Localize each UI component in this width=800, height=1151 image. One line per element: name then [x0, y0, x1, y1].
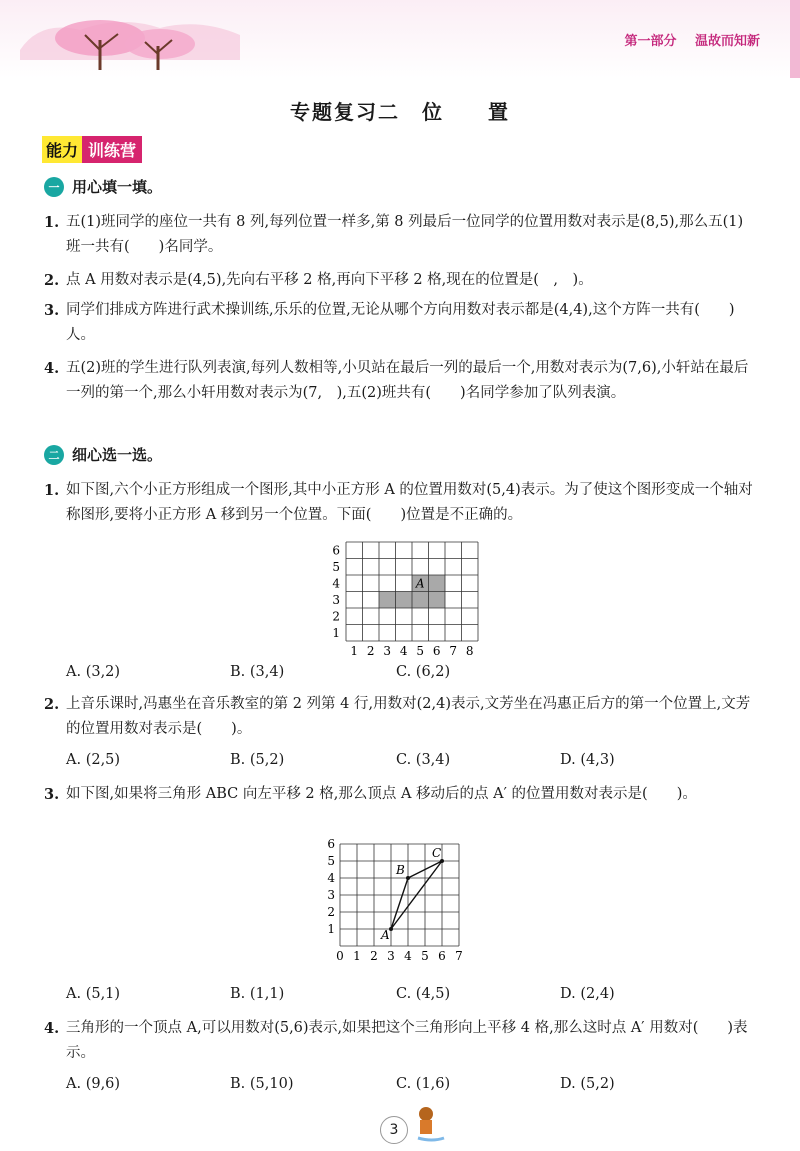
x-tick-label: 7 — [449, 644, 458, 658]
option-b: B. (5,10) — [230, 1076, 294, 1092]
y-tick-label: 5 — [327, 854, 335, 868]
shaded-cell — [396, 592, 413, 609]
choice-question-1 — [44, 478, 754, 528]
x-tick-label: 6 — [438, 949, 446, 963]
vertex-b — [406, 876, 410, 880]
question-text: 如下图,如果将三角形 ABC 向左平移 2 格,那么顶点 A 移动后的点 A′ 的位置用数对表示是( )。 — [66, 786, 697, 802]
option-a: A. (3,2) — [66, 664, 121, 680]
y-tick-label: 1 — [332, 625, 340, 640]
question-number: 2. — [44, 696, 60, 713]
x-tick-label: 2 — [366, 644, 375, 658]
header-part: 第一部分 — [624, 34, 677, 49]
option-b: B. (1,1) — [230, 986, 285, 1002]
question-number: 4. — [44, 1020, 60, 1037]
option-b: B. (5,2) — [230, 752, 285, 768]
mascot-icon — [408, 1104, 448, 1144]
x-tick-label: 1 — [350, 644, 359, 658]
option-c: C. (6,2) — [396, 664, 451, 680]
x-tick-label: 4 — [399, 644, 408, 658]
question-text: 同学们排成方阵进行武术操训练,乐乐的位置,无论从哪个方向用数对表示都是(4,4),这个方阵一共有( )人。 — [66, 302, 735, 343]
x-tick-label: 7 — [455, 949, 463, 963]
vertex-label-b: B — [396, 863, 405, 877]
question-text: 五(1)班同学的座位一共有 8 列,每列位置一样多,第 8 列最后一位同学的位置用数对表示是(8,5),那么五(1)班一共有( )名同学。 — [66, 214, 744, 255]
x-tick-label: 3 — [383, 644, 392, 658]
option-a: A. (9,6) — [66, 1076, 121, 1092]
question-number: 2. — [44, 272, 60, 289]
section-fill — [44, 176, 162, 197]
grid-figure-1 — [326, 534, 496, 664]
x-tick-label: 8 — [465, 644, 474, 658]
header-subtitle: 温故而知新 — [694, 34, 760, 49]
shaded-cell — [412, 592, 429, 609]
question-number: 3. — [44, 302, 60, 319]
option-d: D. (2,4) — [560, 986, 615, 1002]
running-header — [610, 30, 760, 49]
section-label: 用心填一填。 — [72, 178, 163, 196]
x-tick-label: 5 — [421, 949, 429, 963]
option-d: D. (4,3) — [560, 752, 615, 768]
option-c: C. (1,6) — [396, 1076, 451, 1092]
shaded-cell — [379, 592, 396, 609]
fill-question-3 — [44, 298, 754, 348]
y-tick-label: 2 — [327, 905, 335, 919]
x-tick-label: 3 — [387, 949, 395, 963]
option-a: A. (2,5) — [66, 752, 121, 768]
choice-question-2 — [44, 692, 754, 742]
shaded-cell — [429, 592, 446, 609]
question-text: 三角形的一个顶点 A,可以用数对(5,6)表示,如果把这个三角形向上平移 4 格,那么这时点 A′ 用数对( )表示。 — [66, 1020, 748, 1061]
y-tick-label: 6 — [327, 837, 335, 851]
x-tick-label: 6 — [432, 644, 441, 658]
question-number: 1. — [44, 482, 60, 499]
section-choice — [44, 444, 162, 465]
y-tick-label: 6 — [332, 543, 340, 558]
tree-illustration — [0, 0, 300, 78]
y-tick-label: 5 — [332, 559, 340, 574]
x-tick-label: 0 — [336, 949, 344, 963]
y-tick-label: 1 — [327, 922, 335, 936]
vertex-label-a: A — [381, 928, 390, 942]
y-tick-label: 3 — [332, 592, 340, 607]
section-badge — [42, 136, 142, 163]
section-number-icon: 二 — [44, 445, 64, 465]
page-number: 3 — [380, 1116, 408, 1144]
fill-question-2 — [44, 268, 754, 293]
fill-question-4 — [44, 356, 754, 406]
section-label: 细心选一选。 — [72, 446, 163, 464]
option-d: D. (5,2) — [560, 1076, 615, 1092]
question-number: 4. — [44, 360, 60, 377]
y-tick-label: 4 — [327, 871, 335, 885]
question-number: 1. — [44, 214, 60, 231]
grid-figure-2 — [322, 836, 492, 976]
question-number: 3. — [44, 786, 60, 803]
question-text: 上音乐课时,冯惠坐在音乐教室的第 2 列第 4 行,用数对(2,4)表示,文芳坐在冯惠正后方的第一个位置上,文芳的位置用数对表示是( )。 — [66, 696, 751, 737]
question-text: 五(2)班的学生进行队列表演,每列人数相等,小贝站在最后一列的最后一个,用数对表示为(7,6),小轩站在最后一列的第一个,那么小轩用数对表示为(7, ),五(2)班共有( )名同学参加了队列表演。 — [66, 360, 749, 401]
shaded-cell — [429, 575, 446, 592]
y-tick-label: 4 — [332, 576, 340, 591]
badge-right: 训练营 — [82, 136, 142, 163]
option-c: C. (3,4) — [396, 752, 451, 768]
x-tick-label: 5 — [416, 644, 425, 658]
x-tick-label: 2 — [370, 949, 378, 963]
choice-question-3 — [44, 782, 754, 807]
choice-question-4 — [44, 1016, 754, 1066]
page-title: 专题复习二 位 置 — [290, 100, 510, 124]
badge-left: 能力 — [42, 136, 82, 163]
edge-bar — [790, 0, 800, 78]
question-text: 如下图,六个小正方形组成一个图形,其中小正方形 A 的位置用数对(5,4)表示。为了使这个图形变成一个轴对称图形,要将小正方形 A 移到另一个位置。下面( )位置是不正确的。 — [66, 482, 753, 523]
option-c: C. (4,5) — [396, 986, 451, 1002]
y-tick-label: 2 — [332, 609, 340, 624]
fill-question-1 — [44, 210, 754, 260]
top-banner — [0, 0, 800, 78]
option-a: A. (5,1) — [66, 986, 121, 1002]
question-text: 点 A 用数对表示是(4,5),先向右平移 2 格,再向下平移 2 格,现在的位置是( , )。 — [66, 272, 593, 288]
label-a: A — [415, 576, 425, 591]
y-tick-label: 3 — [327, 888, 335, 902]
x-tick-label: 4 — [404, 949, 412, 963]
section-number-icon: 一 — [44, 177, 64, 197]
option-b: B. (3,4) — [230, 664, 285, 680]
x-tick-label: 1 — [353, 949, 361, 963]
vertex-label-c: C — [432, 846, 442, 860]
